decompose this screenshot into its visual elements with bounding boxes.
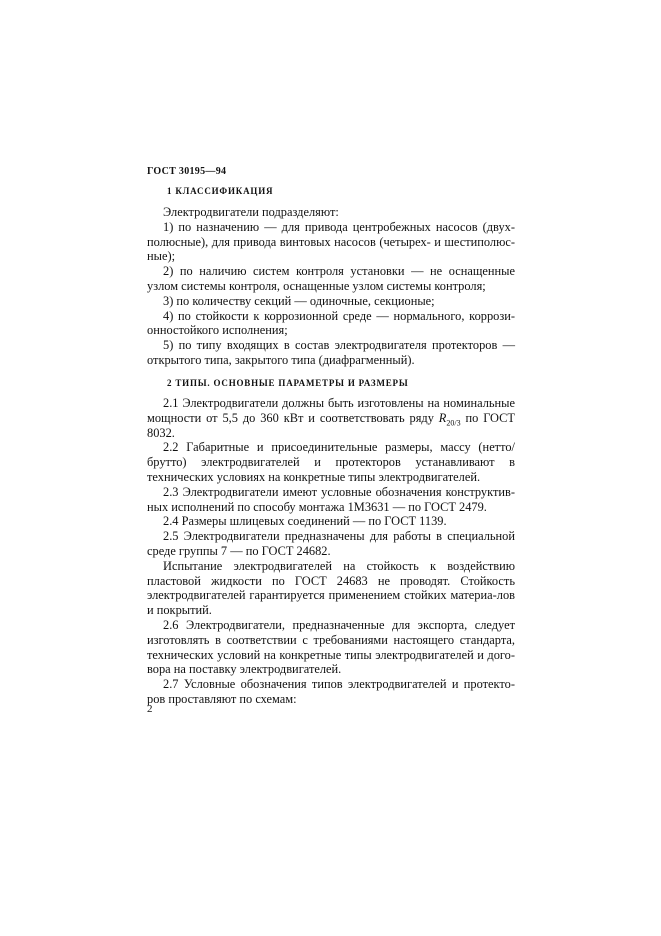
section-1-body <box>147 205 515 368</box>
paragraph-2-1: 2.1 Электродвигатели должны быть изготовлены на номинальные мощности от 5,5 до 360 кВт и соответствовать ряду $R_{20/3}$ по ГОСТ 8032. <box>147 396 515 440</box>
section-2-body <box>147 396 515 707</box>
series-subscript: 20/3 <box>446 418 461 428</box>
classification-intro: Электродвигатели подразделяют: <box>163 205 339 219</box>
paragraph-2-6: 2.6 Электродвигатели, предназначенные для экспорта, следует изготовлять в соответствии с требованиями настоящего стандарта, технических условий на конкретные типы электродвигателей и дого-вора на поставку электродвигателей. <box>147 617 515 677</box>
classification-item-4: 4) по стойкости к коррозионной среде — нормального, коррози-онностойкого исполнения; <box>147 308 515 338</box>
section-1-heading: 1 КЛАССИФИКАЦИЯ <box>167 186 274 196</box>
paragraph-2-4: 2.4 Размеры шлицевых соединений — по ГОСТ 1139. <box>163 514 447 529</box>
classification-item-2: 2) по наличию систем контроля установки — не оснащенные узлом системы контроля, оснащенные узлом системы контроля; <box>147 264 515 293</box>
page-number: 2 <box>147 703 153 715</box>
paragraph-2-3: 2.3 Электродвигатели имеют условные обозначения конструктив-ных исполнений по способу монтажа 1М3631 — по ГОСТ 2479. <box>147 484 515 514</box>
section-2-heading: 2 ТИПЫ. ОСНОВНЫЕ ПАРАМЕТРЫ И РАЗМЕРЫ <box>167 378 409 388</box>
paragraph-2-2: 2.2 Габаритные и присоединительные размеры, массу (нетто/брутто) электродвигателей и протекторов устанавливают в технических условиях на конкретные типы электродвигателей. <box>147 440 515 484</box>
paragraph-testing: Испытание электродвигателей на стойкость к воздействию пластовой жидкости по ГОСТ 24683 не проводят. Стойкость электродвигателей гарантируется применением стойких материа-лов и покрытий. <box>147 558 515 618</box>
classification-item-5: 5) по типу входящих в состав электродвигателя протекторов — открытого типа, закрытого типа (диафрагменный). <box>147 338 515 367</box>
document-code: ГОСТ 30195—94 <box>147 166 227 177</box>
paragraph-2-5: 2.5 Электродвигатели предназначены для работы в специальной среде группы 7 — по ГОСТ 24682. <box>147 529 515 558</box>
series-symbol: R <box>438 410 447 425</box>
classification-item-1: 1) по назначению — для привода центробежных насосов (двух-полюсные), для привода винтовых насосов (четырех- и шестиполюс-ные); <box>147 219 515 264</box>
classification-item-3: 3) по количеству секций — одиночные, секционые; <box>163 293 435 308</box>
paragraph-2-7: 2.7 Условные обозначения типов электродвигателей и протекто-ров проставляют по схемам: <box>147 677 515 706</box>
